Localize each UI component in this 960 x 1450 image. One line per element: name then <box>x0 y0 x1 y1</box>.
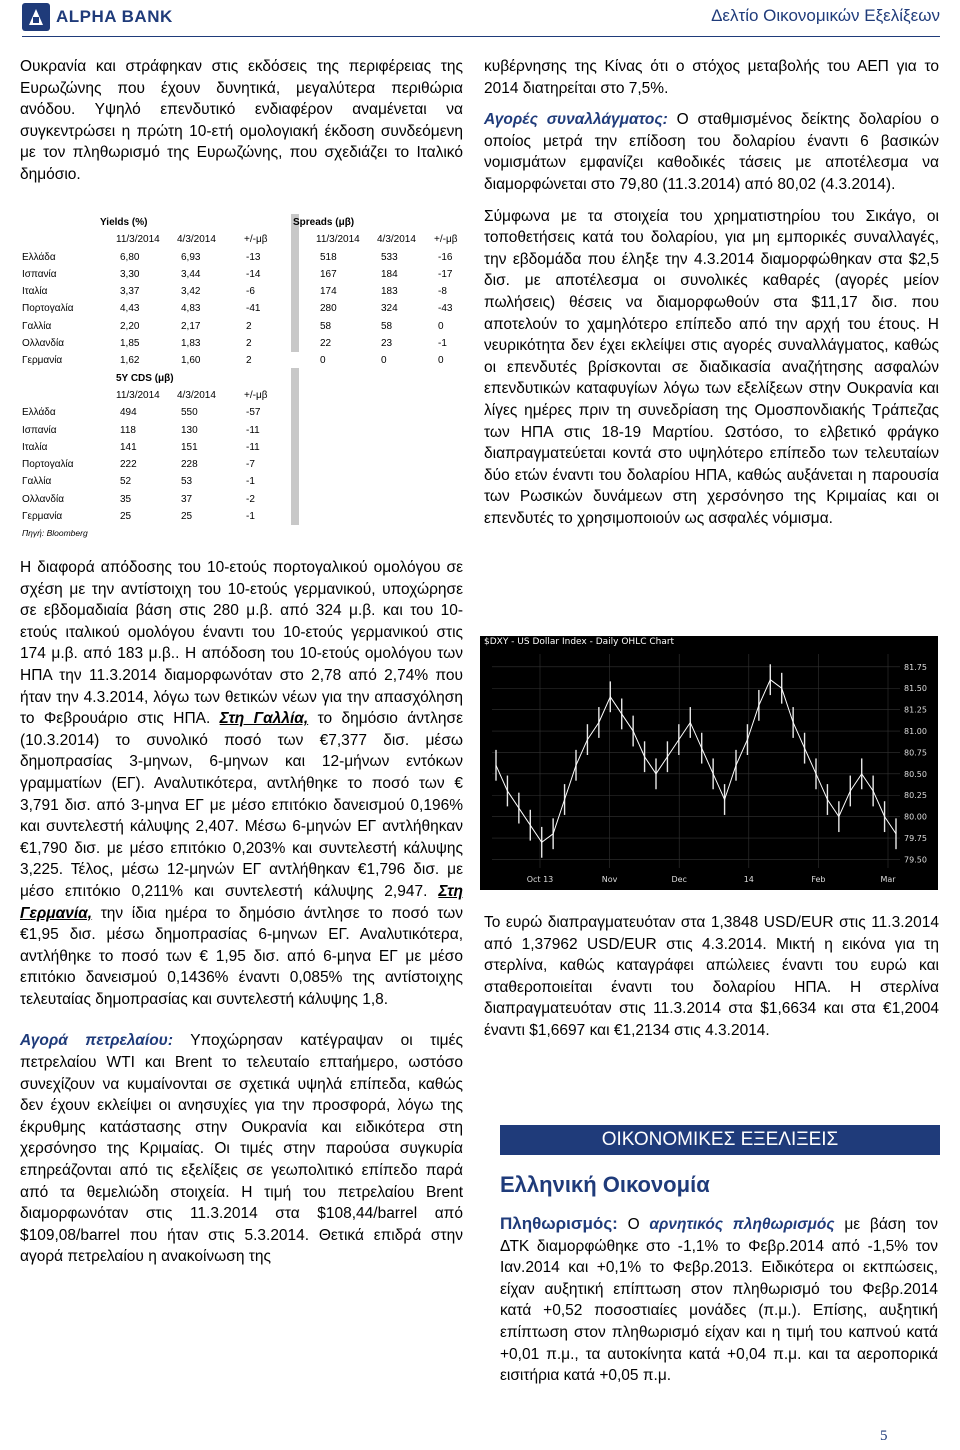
yields-label: Yields (%) <box>100 217 148 228</box>
col-header: +/-μβ <box>244 389 268 401</box>
table-cell: 4,43 <box>120 303 140 315</box>
table-cell: 4,83 <box>181 303 201 315</box>
country-label: Ισπανία <box>22 268 57 280</box>
table-cell: 3,44 <box>181 268 201 280</box>
table-cell: 280 <box>320 303 337 315</box>
country-label: Γαλλία <box>22 320 52 332</box>
table-cell: -1 <box>246 476 255 488</box>
country-label: Ελλάδα <box>22 251 56 263</box>
table-cell: 2 <box>246 355 252 367</box>
y-tick-label: 80.00 <box>904 812 927 822</box>
x-tick-label: Feb <box>811 875 826 884</box>
cds-label: 5Y CDS (μβ) <box>116 372 174 384</box>
table-cell: 167 <box>320 268 337 280</box>
y-tick-label: 81.50 <box>904 684 927 694</box>
table-cell: -14 <box>246 268 261 280</box>
table-cell: -8 <box>438 286 447 298</box>
x-tick-label: Mar <box>880 875 896 884</box>
x-tick-label: Nov <box>601 875 618 884</box>
table-cell: 141 <box>120 441 137 453</box>
table-row <box>20 249 463 266</box>
table-cell: 3,42 <box>181 286 201 298</box>
left-paragraph-1: Ουκρανία και στράφηκαν στις εκδόσεις της περιφέρειας της Ευρωζώνης που έχουν δυνητικά, μεγαλύτερα περιθώρια ανόδου. Υψηλό επενδυτικό ενδιαφέρον αναμένεται να συγκεντρώσει η πρώτη 10-ετή ομολογιακή έκδοση συνδεόμενη με τον πληθωρισμό της Ευρωζώνης, που σχεδιάζει το Ιταλικό δημόσιο. <box>20 58 463 183</box>
table-cell: 3,37 <box>120 286 140 298</box>
table-cell: 550 <box>181 407 198 419</box>
right-column-top <box>484 56 939 529</box>
table-cell: 183 <box>381 286 398 298</box>
table-cell: 0 <box>320 355 326 367</box>
country-label: Ολλανδία <box>22 338 64 350</box>
table-cell: -41 <box>246 303 261 315</box>
x-tick-label: Oct 13 <box>526 875 554 884</box>
col-header: 11/3/2014 <box>116 389 160 401</box>
table-cell: 22 <box>320 338 332 350</box>
col-header: 11/3/2014 <box>116 234 160 246</box>
table-cell: -43 <box>438 303 453 315</box>
negative-inflation-emphasis: αρνητικός πληθωρισμός <box>649 1216 835 1233</box>
y-tick-label: 80.75 <box>904 748 927 758</box>
table-cell: 37 <box>181 493 193 505</box>
table-cell: -6 <box>246 286 255 298</box>
table-cell: 174 <box>320 286 337 298</box>
y-tick-label: 80.25 <box>904 791 927 801</box>
right-paragraph-euro: Το ευρώ διαπραγματευόταν στα 1,3848 USD/EUR στις 11.3.2014 από 1,37962 USD/EUR στις 4.3.2014. Μικτή η εικόνα για τη στερλίνα, καθώς καταγράφει απώλειες έναντι του ευρώ και σταθεροποιείται έναντι του δολαρίου ΗΠΑ. Η στερλίνα διαπραγματευόταν στις 11.3.2014 στα $1,6634 και στα €1,2004 έναντι $1,6697 και €1,2134 στις 4.3.2014. <box>484 914 939 1039</box>
table-cell: 222 <box>120 459 137 471</box>
table-cell: -16 <box>438 251 453 263</box>
y-tick-label: 81.75 <box>904 662 927 672</box>
table-cell: 518 <box>320 251 337 263</box>
right-column-inflation <box>500 1213 938 1387</box>
table-row <box>20 352 463 369</box>
emphasis-germany: Στη Γερμανία, <box>20 882 463 922</box>
country-label: Πορτογαλία <box>22 303 74 315</box>
yields-spreads-table <box>20 214 463 543</box>
right-column-euro <box>484 912 939 1042</box>
col-header: +/-μβ <box>244 234 268 246</box>
table-row <box>20 456 463 473</box>
table-cell: 1,85 <box>120 338 140 350</box>
table-row <box>20 508 463 525</box>
table-row <box>20 300 463 317</box>
table-cell: 6,80 <box>120 251 140 263</box>
table-source <box>20 525 463 542</box>
country-label: Γερμανία <box>22 511 63 523</box>
oil-market-label: Αγορά πετρελαίου: <box>20 1032 174 1050</box>
table-cell: 35 <box>120 493 132 505</box>
country-label: Γερμανία <box>22 355 63 367</box>
right-paragraph-1: κυβέρνησης της Κίνας ότι ο στόχος μεταβολής του ΑΕΠ για το 2014 διατηρείται στο 7,5%. <box>484 58 939 97</box>
header-divider <box>22 36 940 37</box>
table-row <box>20 422 463 439</box>
dxy-chart <box>480 636 938 890</box>
table-cell: 52 <box>120 476 132 488</box>
table-cell: 494 <box>120 407 137 419</box>
table-cell: 1,60 <box>181 355 201 367</box>
source-note: Πηγή: Bloomberg <box>22 528 88 539</box>
table-cell: 151 <box>181 441 198 453</box>
y-tick-label: 80.50 <box>904 769 927 779</box>
y-tick-label: 81.25 <box>904 705 927 715</box>
table-cell: 2 <box>246 338 252 350</box>
country-label: Πορτογαλία <box>22 459 74 471</box>
y-tick-label: 79.50 <box>904 855 927 865</box>
table-cell: 58 <box>320 320 332 332</box>
table-cell: 53 <box>181 476 193 488</box>
left-column-body <box>20 557 463 1268</box>
right-paragraph-fx: Αγορές συναλλάγματος: Ο σταθμισμένος δείκτης δολαρίου ο οποίος μετρά την επίδοση του δολαρίου έναντι 6 βασικών νομισμάτων εμφανίζει καθοδικές τάσεις με αποτέλεσμα να διαμορφώνεται στο 79,80 (11.3.2014) από 80,02 (4.3.2014). <box>484 111 939 193</box>
table-cell: -2 <box>246 493 255 505</box>
bulletin-title: Δελτίο Οικονομικών Εξελίξεων <box>711 6 940 25</box>
chart-plot <box>480 636 938 890</box>
table-cell: 3,30 <box>120 268 140 280</box>
table-cell: -57 <box>246 407 261 419</box>
table-cell: 0 <box>381 355 387 367</box>
chart-title: $DXY - US Dollar Index - Daily OHLC Chart <box>484 637 675 647</box>
section-title: Ελληνική Οικονομία <box>500 1172 710 1197</box>
table-cell: 324 <box>381 303 398 315</box>
right-paragraph-3: Σύμφωνα με τα στοιχεία του χρηματιστηρίου του Σικάγο, οι τοποθετήσεις κατά του δολαρίου, για μη εμπορικές συναλλαγές, την εβδομάδα που έληξε την 4.3.2014 διαμορφώθηκαν στα $2,5 δισ. με αποτέλεσμα οι συνολικές καθαρές (αγορές μείον πωλήσεις) θέσεις να διαμορφωθούν στα $11,17 δισ. που αποτελούν το χαμηλότερο επίπεδο από την αρχή του έτους. Η νευρικότητα δεν έχει εκλείψει στις αγορές συναλλάγματος, καθώς οι επενδυτές βρίσκονται σε διαδικασία αναζήτησης ασφαλών επενδυτικών καταφυγίων λόγω των εξελίξεων στην Ουκρανία και λίγες ημέρες πριν τη συνεδρίαση της Ομοσπονδιακής Τράπεζας των ΗΠΑ στις 18-19 Μαρτίου. Ωστόσο, το ελβετικό φράγκο διαπραγματεύεται κοντά στο υψηλότερο επίπεδο των τελευταίων δύο ετών έναντι του δολαρίου ΗΠΑ, καθώς αυξάνεται η παρουσία των Ρωσικών δυνάμεων στη χερσόνησο της Κριμαίας και οι επενδυτές το χρησιμοποιούν ως ασφαλές νόμισμα. <box>484 207 939 527</box>
col-header: 4/3/2014 <box>377 234 416 246</box>
left-paragraph-oil: Αγορά πετρελαίου: Υποχώρησαν κατέγραψαν οι τιμές πετρελαίου WTI και Brent το τελευταίο επταήμερο, ωστόσο συνεχίζουν να κυμαίνονται σε σχετικά υψηλά επίπεδα, καθώς δεν έχουν εκλείψει οι ανησυχίες για την προσφορά, λόγω της έκρυθμης κατάστασης στην Ουκρανία και ειδικότερα στη χερσόνησο της Κριμαίας. Οι τιμές στην παρούσα συγκυρία επηρεάζονται από τις εξελίξεις σε γεωπολιτικό επίπεδο παρά από τα θεμελιώδη στοιχεία. Η τιμή του πετρελαίου Brent διαμορφωνόταν στις 11.3.2014 στα $108,44/barrel από $109,08/barrel που ήταν στις 5.3.2014. Θετικά επιδρά στην αγορά πετρελαίου η ανακοίνωση της <box>20 1032 463 1266</box>
y-tick-label: 81.00 <box>904 727 927 737</box>
table-cell: -7 <box>246 459 255 471</box>
table-cell: 1,62 <box>120 355 140 367</box>
table-cell: 184 <box>381 268 398 280</box>
y-tick-label: 79.75 <box>904 834 927 844</box>
bank-logo <box>22 3 173 31</box>
table-cell: 2 <box>246 320 252 332</box>
table-row <box>20 491 463 508</box>
table-cell: 118 <box>120 424 136 436</box>
price-line <box>496 680 896 843</box>
col-header: 11/3/2014 <box>316 234 360 246</box>
left-column-intro <box>20 56 463 186</box>
table-row <box>20 318 463 335</box>
table-cell: 0 <box>438 320 444 332</box>
x-tick-label: 14 <box>743 875 754 884</box>
table-cell: -1 <box>246 511 255 523</box>
table-cell: 25 <box>181 511 193 523</box>
table-cell: 58 <box>381 320 393 332</box>
table-cell: -11 <box>246 424 260 436</box>
col-header: +/-μβ <box>434 234 458 246</box>
table-cell: 23 <box>381 338 393 350</box>
col-header: 4/3/2014 <box>177 234 216 246</box>
country-label: Ισπανία <box>22 424 57 436</box>
emphasis-france: Στη Γαλλία, <box>219 710 309 728</box>
country-label: Ιταλία <box>22 441 48 453</box>
fx-market-label: Αγορές συναλλάγματος: <box>484 111 668 129</box>
table-row <box>20 473 463 490</box>
right-paragraph-inflation: Πληθωρισμός: Ο αρνητικός πληθωρισμός με βάση τον ΔΤΚ διαμορφώθηκε στο -1,1% το Φεβρ.2014 από -1,5% τον Ιαν.2014 και +0,1% το Φεβρ.2013. Ειδικότερα οι εκτπώσεις, είχαν αυξητική επίπτωση στον πληθωρισμό του Φεβρ.2014 κατά +0,52 ποσοστιαίες μονάδες (π.μ.). Επίσης, αυξητική επίπτωση στον πληθωρισμό είχαν και η τιμή του καπνού κατά +0,01 π.μ., τα αυτοκίνητα κατά +0,04 π.μ. και τα αεροπορικά εισιτήρια κατά +0,05 π.μ. <box>500 1214 938 1385</box>
table-cell: -17 <box>438 268 453 280</box>
left-paragraph-2: Η διαφορά απόδοσης του 10-ετούς πορτογαλικού ομολόγου σε σχέση με την αντίστοιχη του 10-ετούς γερμανικού, υποχώρησε σε εβδομαδιαία βάση στις 280 μ.β. από 324 μ.β. και του 10-ετούς ιταλικού ομολόγου έναντι του 10-ετούς γερμανικού στις 174 μ.β. από 183 μ.β.. Η απόδοση του 10-ετούς ομολόγου των ΗΠΑ την 11.3.2014 διαμορφωνόταν στο 2,78 από 2,74% που ήταν την 4.3.2014, λόγω των θετικών νέων για την απασχόληση το Φεβρουάριο στις ΗΠΑ. Στη Γαλλία, το δημόσιο άντλησε (10.3.2014) το συνολικό ποσό των €7,377 δισ. μέσω δημοπρασίας 3-μηνων, 6-μηνων και 12-μήνων εντόκων γραμματίων (ΕΓ). Αναλυτικότερα, αντλήθηκε το ποσό των € 3,791 δισ. από 3-μηνα ΕΓ με μέσο επιτόκιο δανεισμού 0,196% και συντελεστή κάλυψης 2,407. Μέσω 6-μηνών ΕΓ αντλήθηκαν €1,790 δισ. με μέσο επιτόκιο 0,203% και συντελεστή κάλυψης 3,225. Τέλος, μέσω 12-μηνών ΕΓ αντλήθηκαν €1,796 δισ. με μέσο επιτόκιο 0,211% και συντελεστή κάλυψης 2,947. Στη Γερμανία, την ίδια ημέρα το δημόσιο άντλησε το ποσό των €1,95 δισ. μέσω δημοπρασίας 6-μηνων ΕΓ. Αναλυτικότερα, αντλήθηκε το ποσό των € 1,95 δισ. από 6-μηνα ΕΓ με μέσο επιτόκιο δανεισμού 0,1436% έναντι 0,085% της αντίστοιχης τελευταίας δημοπρασίας και συντελεστή κάλυψης 1,8. <box>20 559 463 1008</box>
x-tick-label: Dec <box>671 875 687 884</box>
country-label: Ιταλία <box>22 286 48 298</box>
table-cell: -13 <box>246 251 261 263</box>
country-label: Ολλανδία <box>22 493 64 505</box>
cds-column-header <box>20 387 463 404</box>
col-header: 4/3/2014 <box>177 389 216 401</box>
table-row <box>20 266 463 283</box>
table-row <box>20 439 463 456</box>
table-cell: -11 <box>246 441 260 453</box>
table-cell: 1,83 <box>181 338 201 350</box>
cds-group-header <box>20 370 463 387</box>
table-row <box>20 283 463 300</box>
table-cell: -1 <box>438 338 447 350</box>
page-header <box>0 0 960 36</box>
table-cell: 0 <box>438 355 444 367</box>
table-row <box>20 404 463 421</box>
section-banner: ΟΙΚΟΝΟΜΙΚΕΣ ΕΞΕΛΙΞΕΙΣ <box>500 1125 940 1155</box>
alpha-logo-icon <box>22 3 50 31</box>
table-cell: 228 <box>181 459 198 471</box>
logo-text: ALPHA BANK <box>56 7 173 26</box>
spreads-label: Spreads (μβ) <box>293 217 355 228</box>
table-row <box>20 335 463 352</box>
country-label: Ελλάδα <box>22 407 56 419</box>
table-cell: 2,17 <box>181 320 201 332</box>
table-cell: 6,93 <box>181 251 201 263</box>
table-cell: 2,20 <box>120 320 140 332</box>
table-cell: 533 <box>381 251 398 263</box>
country-label: Γαλλία <box>22 476 52 488</box>
page-number: 5 <box>880 1428 888 1444</box>
table-column-header <box>20 231 463 248</box>
table-cell: 25 <box>120 511 132 523</box>
inflation-label: Πληθωρισμός: <box>500 1214 618 1233</box>
table-group-header <box>20 214 463 231</box>
table-cell: 130 <box>181 424 198 436</box>
